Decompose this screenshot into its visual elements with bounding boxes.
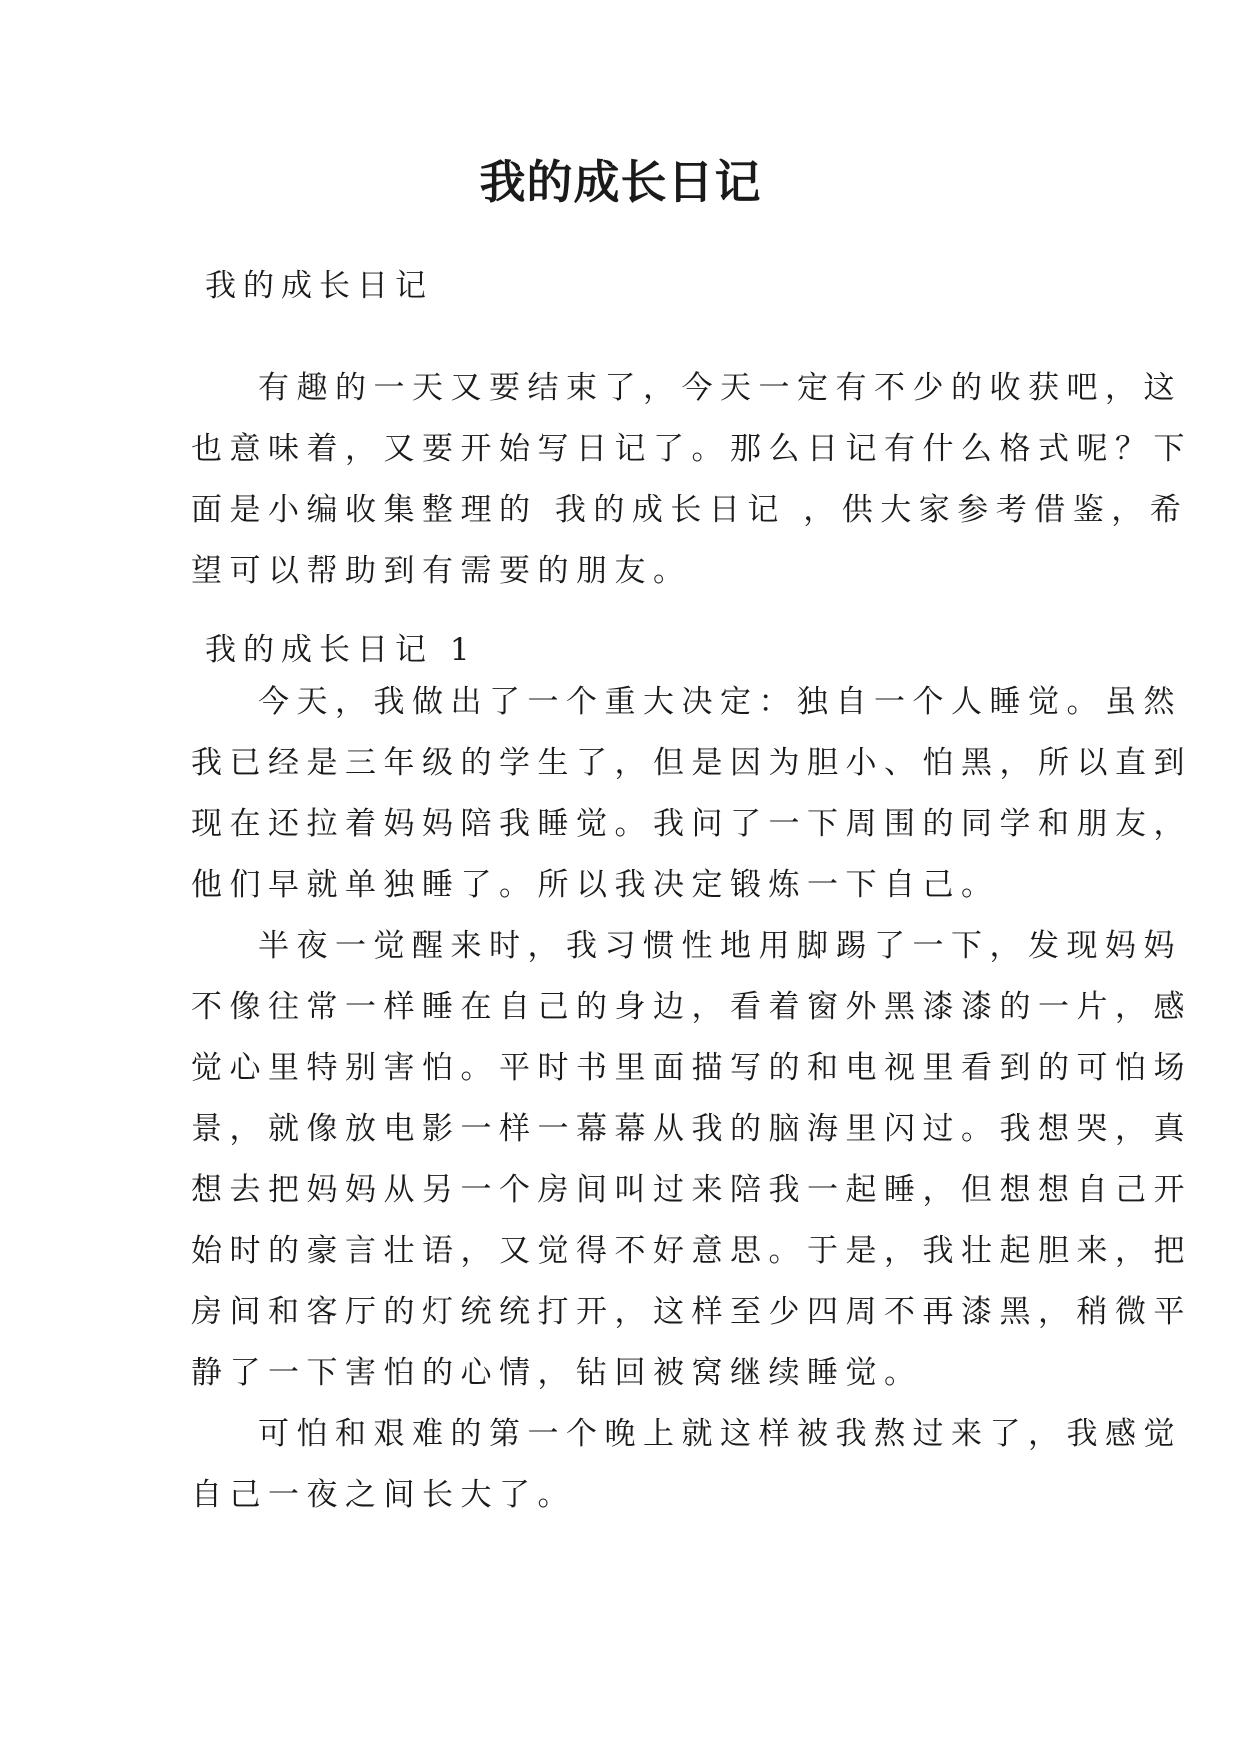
paragraph-line: 今天，我做出了一个重大决定：独自一个人睡觉。虽然 (258, 684, 1182, 720)
document-title: 我的成长日记 (479, 155, 762, 209)
paragraph-line: 景，就像放电影一样一幕幕从我的脑海里闪过。我想哭，真 (191, 1111, 1192, 1147)
intro-line: 也意味着，又要开始写日记了。那么日记有什么格式呢？下 (191, 431, 1192, 467)
paragraph-line: 不像往常一样睡在自己的身边，看着窗外黑漆漆的一片，感 (191, 989, 1192, 1025)
paragraph-line: 房间和客厅的灯统统打开，这样至少四周不再漆黑，稍微平 (191, 1294, 1192, 1330)
intro-paragraph (191, 358, 1192, 602)
paragraph-line: 可怕和艰难的第一个晚上就这样被我熬过来了，我感觉 (258, 1416, 1182, 1452)
paragraph-line: 他们早就单独睡了。所以我决定锻炼一下自己。 (191, 867, 1000, 903)
intro-line: 有趣的一天又要结束了，今天一定有不少的收获吧，这 (258, 370, 1182, 406)
body-paragraph-2 (191, 916, 1192, 1404)
intro-line: 面是小编收集整理的 我的成长日记 ，供大家参考借鉴，希 (191, 492, 1189, 528)
intro-line: 望可以帮助到有需要的朋友。 (191, 553, 692, 589)
paragraph-line: 始时的豪言壮语，又觉得不好意思。于是，我壮起胆来，把 (191, 1233, 1192, 1269)
body-paragraph-3 (191, 1404, 1182, 1526)
paragraph-line: 觉心里特别害怕。平时书里面描写的和电视里看到的可怕场 (191, 1050, 1192, 1086)
document-subtitle: 我的成长日记 (205, 268, 433, 304)
paragraph-line: 自己一夜之间长大了。 (191, 1477, 576, 1513)
paragraph-line: 想去把妈妈从另一个房间叫过来陪我一起睡，但想想自己开 (191, 1172, 1192, 1208)
paragraph-line: 现在还拉着妈妈陪我睡觉。我问了一下周围的同学和朋友， (191, 806, 1192, 842)
body-paragraph-1 (191, 672, 1192, 916)
paragraph-line: 半夜一觉醒来时，我习惯性地用脚踢了一下，发现妈妈 (258, 928, 1182, 964)
paragraph-line: 我已经是三年级的学生了，但是因为胆小、怕黑，所以直到 (191, 745, 1192, 781)
paragraph-line: 静了一下害怕的心情，钻回被窝继续睡觉。 (191, 1355, 923, 1391)
section-heading: 我的成长日记 1 (205, 632, 477, 668)
